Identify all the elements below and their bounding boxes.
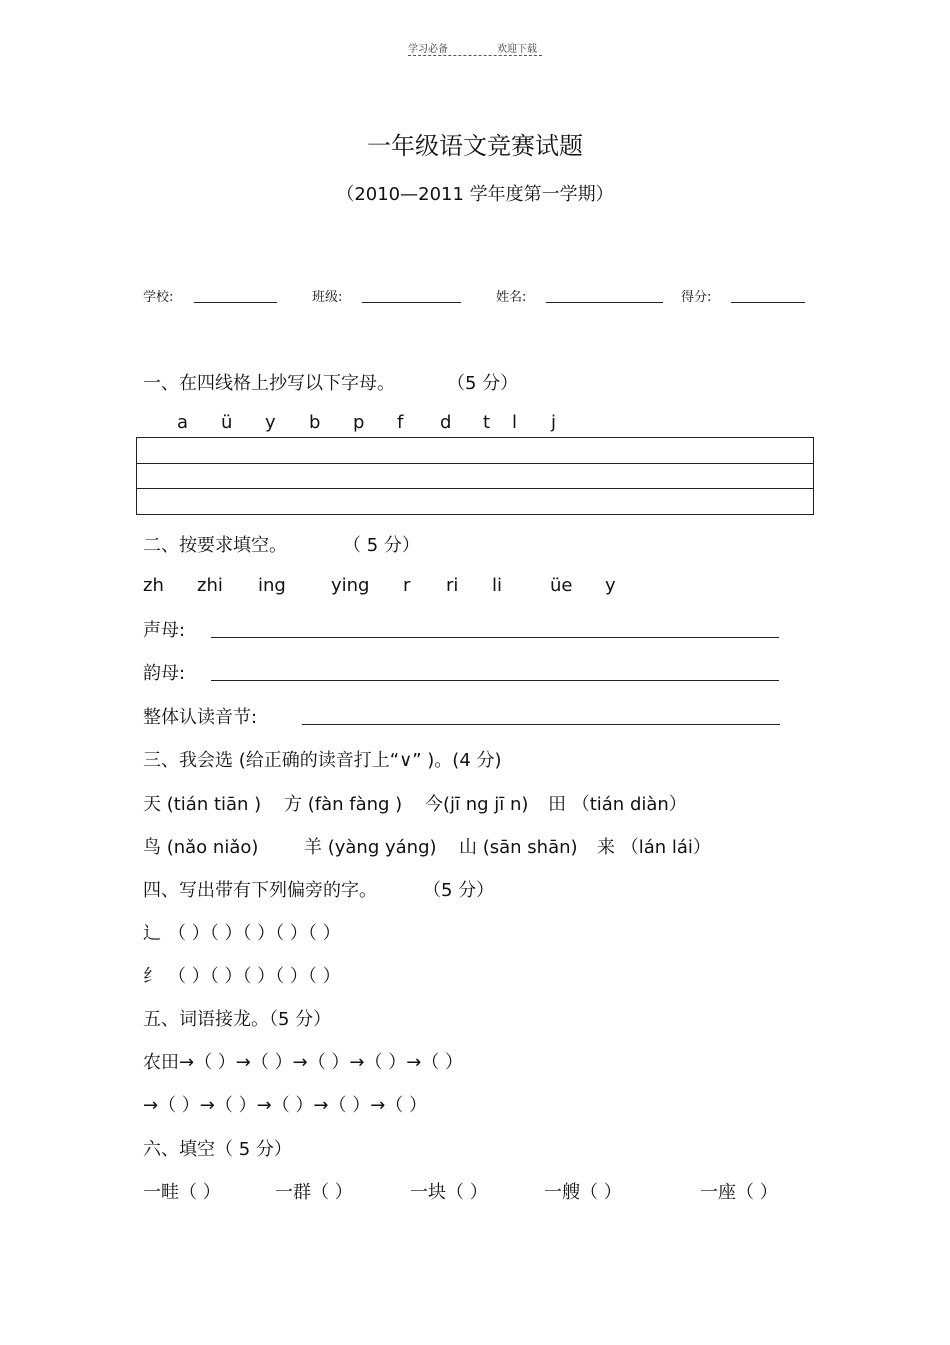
q1-letter: l [512,412,518,433]
page-subtitle: （2010—2011 学年度第一学期） [336,184,614,205]
radical-si: 纟 [143,966,161,987]
q4-answer-boxes[interactable]: （ ）（ ）（ ）（ ）（ ） [168,923,341,944]
q2-word: üe [550,575,573,596]
q2-points: （ 5 分） [343,535,420,556]
q3-choice[interactable]: 山 (sān shān) [459,837,578,858]
school-label: 学校: [143,290,174,305]
four-line-grid[interactable] [136,437,814,515]
q1-letter: f [397,412,404,433]
page-title: 一年级语文竞赛试题 [367,132,583,160]
yunmu-answer-line[interactable] [211,680,779,681]
q6-item[interactable]: 一群（ ） [275,1182,353,1203]
q1-letter: b [309,412,321,433]
q2-word: zhi [197,575,223,596]
q6-item[interactable]: 一座（ ） [700,1182,778,1203]
q2-word: ying [331,575,370,596]
class-label: 班级: [312,290,343,305]
header-left-text: 学习必备 [408,44,448,55]
header-right-text: 欢迎下载 [497,44,537,55]
q5-heading: 五、词语接龙。（5 分） [143,1009,332,1030]
q2-word: y [605,575,616,596]
school-field[interactable] [194,302,277,303]
q1-letter: y [265,412,276,433]
q1-letter: a [177,412,189,433]
q3-choice[interactable]: 天 (tián tiān ) [143,794,262,815]
q6-heading: 六、填空（ 5 分） [143,1139,292,1160]
zhengti-label: 整体认读音节: [143,707,258,728]
class-field[interactable] [362,302,461,303]
q1-letter: t [483,412,491,433]
q2-word: ri [446,575,459,596]
shengmu-label: 声母: [143,620,186,641]
q2-word: ing [258,575,286,596]
shengmu-answer-line[interactable] [211,637,779,638]
q3-choice[interactable]: 来 （lán lái） [597,837,711,858]
q2-word: zh [143,575,164,596]
q3-choice[interactable]: 鸟 (nǎo niǎo) [143,837,259,858]
q1-letter: ü [221,412,233,433]
q4-heading: 四、写出带有下列偏旁的字。 [143,880,377,901]
q3-heading: 三、我会选 (给正确的读音打上“∨” )。(4 分) [143,750,502,771]
q6-item[interactable]: 一艘（ ） [544,1182,622,1203]
q2-heading: 二、按要求填空。 [143,535,287,556]
q2-word: r [403,575,411,596]
q3-choice[interactable]: 田 （tián diàn） [548,794,687,815]
q5-chain-row[interactable]: 农田→（ ）→（ ）→（ ）→（ ）→（ ） [143,1052,464,1073]
q1-letter: d [440,412,452,433]
q1-points: （5 分） [447,373,519,394]
q2-word: li [492,575,503,596]
radical-chuo: 辶 [143,923,161,944]
q6-item[interactable]: 一畦（ ） [143,1182,221,1203]
q3-choice[interactable]: 羊 (yàng yáng) [304,837,437,858]
name-label: 姓名: [496,290,527,305]
q5-chain-row[interactable]: →（ ）→（ ）→（ ）→（ ）→（ ） [143,1095,428,1116]
header-divider [408,55,542,56]
q6-item[interactable]: 一块（ ） [410,1182,488,1203]
grid-line [137,488,813,489]
score-label: 得分: [681,290,712,305]
q1-heading: 一、在四线格上抄写以下字母。 [143,373,395,394]
name-field[interactable] [546,302,663,303]
q4-points: （5 分） [423,880,495,901]
q4-answer-boxes[interactable]: （ ）（ ）（ ）（ ）（ ） [168,966,341,987]
q1-letter: p [353,412,365,433]
zhengti-answer-line[interactable] [302,724,780,725]
grid-line [137,463,813,464]
q1-letter: j [551,412,557,433]
q3-choice[interactable]: 方 (fàn fàng ) [284,794,403,815]
q3-choice[interactable]: 今(jī ng jī n) [425,794,529,815]
yunmu-label: 韵母: [143,663,186,684]
score-field[interactable] [731,302,805,303]
